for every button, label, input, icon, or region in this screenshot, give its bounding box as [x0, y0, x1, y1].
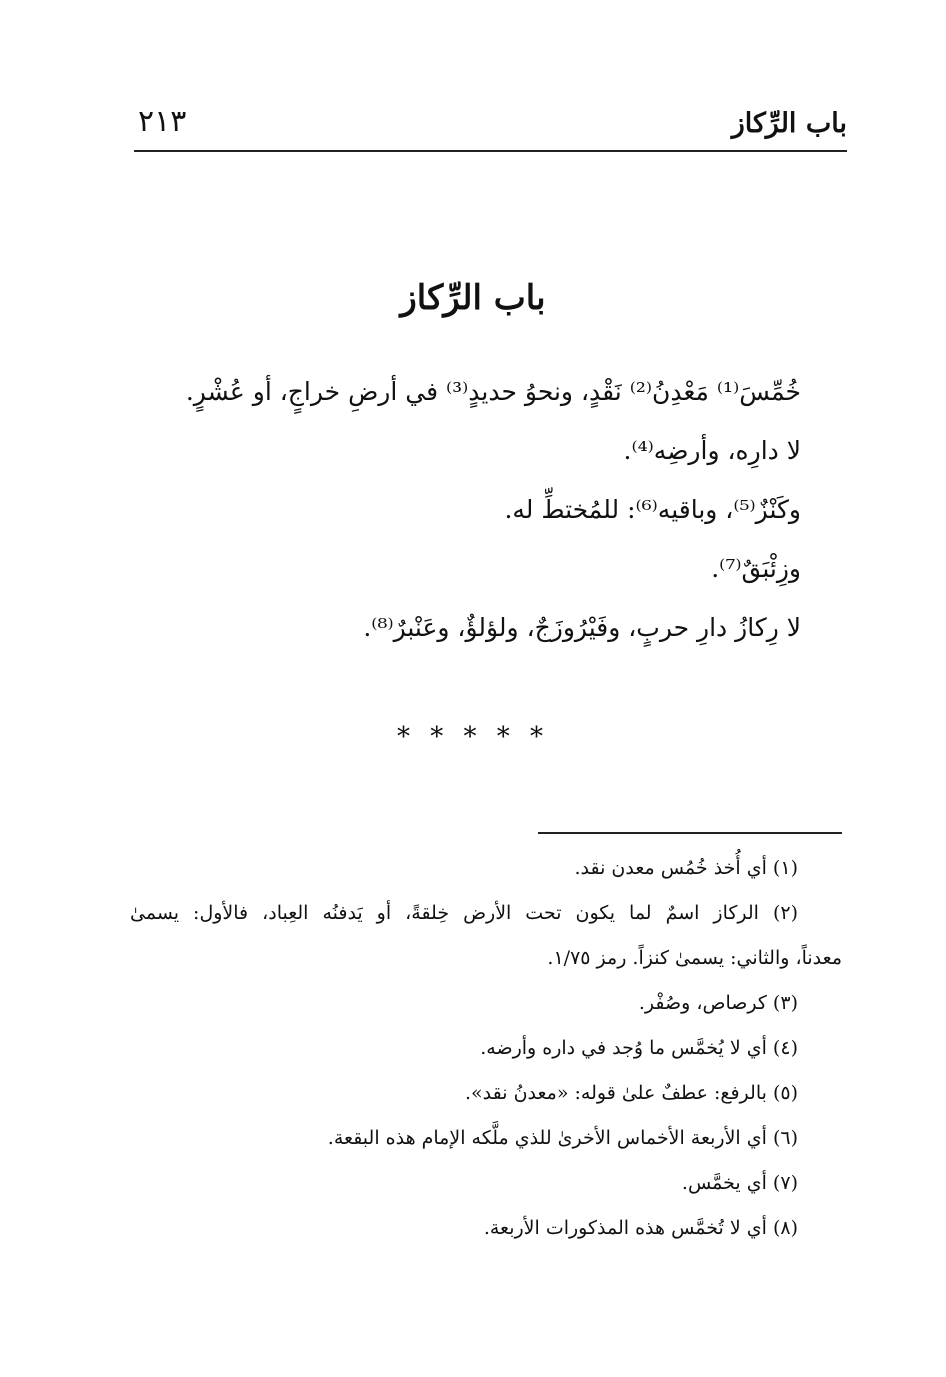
footnote-8: (٨) أي لا تُخمَّس هذه المذكورات الأربعة.: [483, 1217, 798, 1239]
main-text-line: وزِئْبَقٌ⁽⁷⁾.: [711, 554, 801, 583]
footnote-divider: [538, 832, 842, 834]
chapter-title: باب الرِّكاز: [400, 278, 546, 318]
main-text: [121, 362, 801, 657]
main-text-line: وكَنْزٌ⁽⁵⁾، وباقيه⁽⁶⁾: للمُختطِّ له.: [504, 495, 801, 524]
footnote-2-continuation: معدناً، والثاني: يسمىٰ كنزاً. رمز ١/٧٥.: [547, 947, 842, 969]
section-ornament: * * * * *: [396, 722, 550, 752]
main-text-line: لا دارِه، وأرضِه⁽⁴⁾.: [623, 436, 801, 465]
page-header: [134, 104, 847, 152]
main-text-line: لا رِكازُ دارِ حربٍ، وفَيْرُوزَجٌ، ولؤلؤٌ، وعَنْبرٌ⁽⁸⁾.: [363, 613, 801, 642]
footnote-5: (٥) بالرفع: عطفٌ علىٰ قوله: «معدنُ نقد».: [465, 1082, 798, 1104]
footnotes: [130, 846, 842, 1251]
footnote-2: (٢) الركاز اسمٌ لما يكون تحت الأرض خِلقةً، أو يَدفنُه العِباد، فالأول: يسمىٰ: [130, 902, 798, 924]
footnote-6: (٦) أي الأربعة الأخماس الأخرىٰ للذي ملَّكه الإمام هذه البقعة.: [327, 1127, 798, 1149]
footnote-1: (١) أي أُخذ خُمُس معدن نقد.: [574, 857, 798, 879]
footnote-3: (٣) كرصاص، وصُفْر.: [638, 992, 798, 1014]
footnote-7: (٧) أي يخمَّس.: [681, 1172, 798, 1194]
page-number: ٢١٣: [138, 104, 187, 139]
footnote-4: (٤) أي لا يُخمَّس ما وُجد في داره وأرضه.: [480, 1037, 798, 1059]
main-text-line: خُمِّسَ⁽¹⁾ مَعْدِنُ⁽²⁾ نَقْدٍ، ونحوُ حديدٍ⁽³⁾ في أرضِ خراجٍ، أو عُشْرٍ.: [185, 377, 801, 406]
running-head-title: باب الرِّكاز: [731, 108, 847, 139]
